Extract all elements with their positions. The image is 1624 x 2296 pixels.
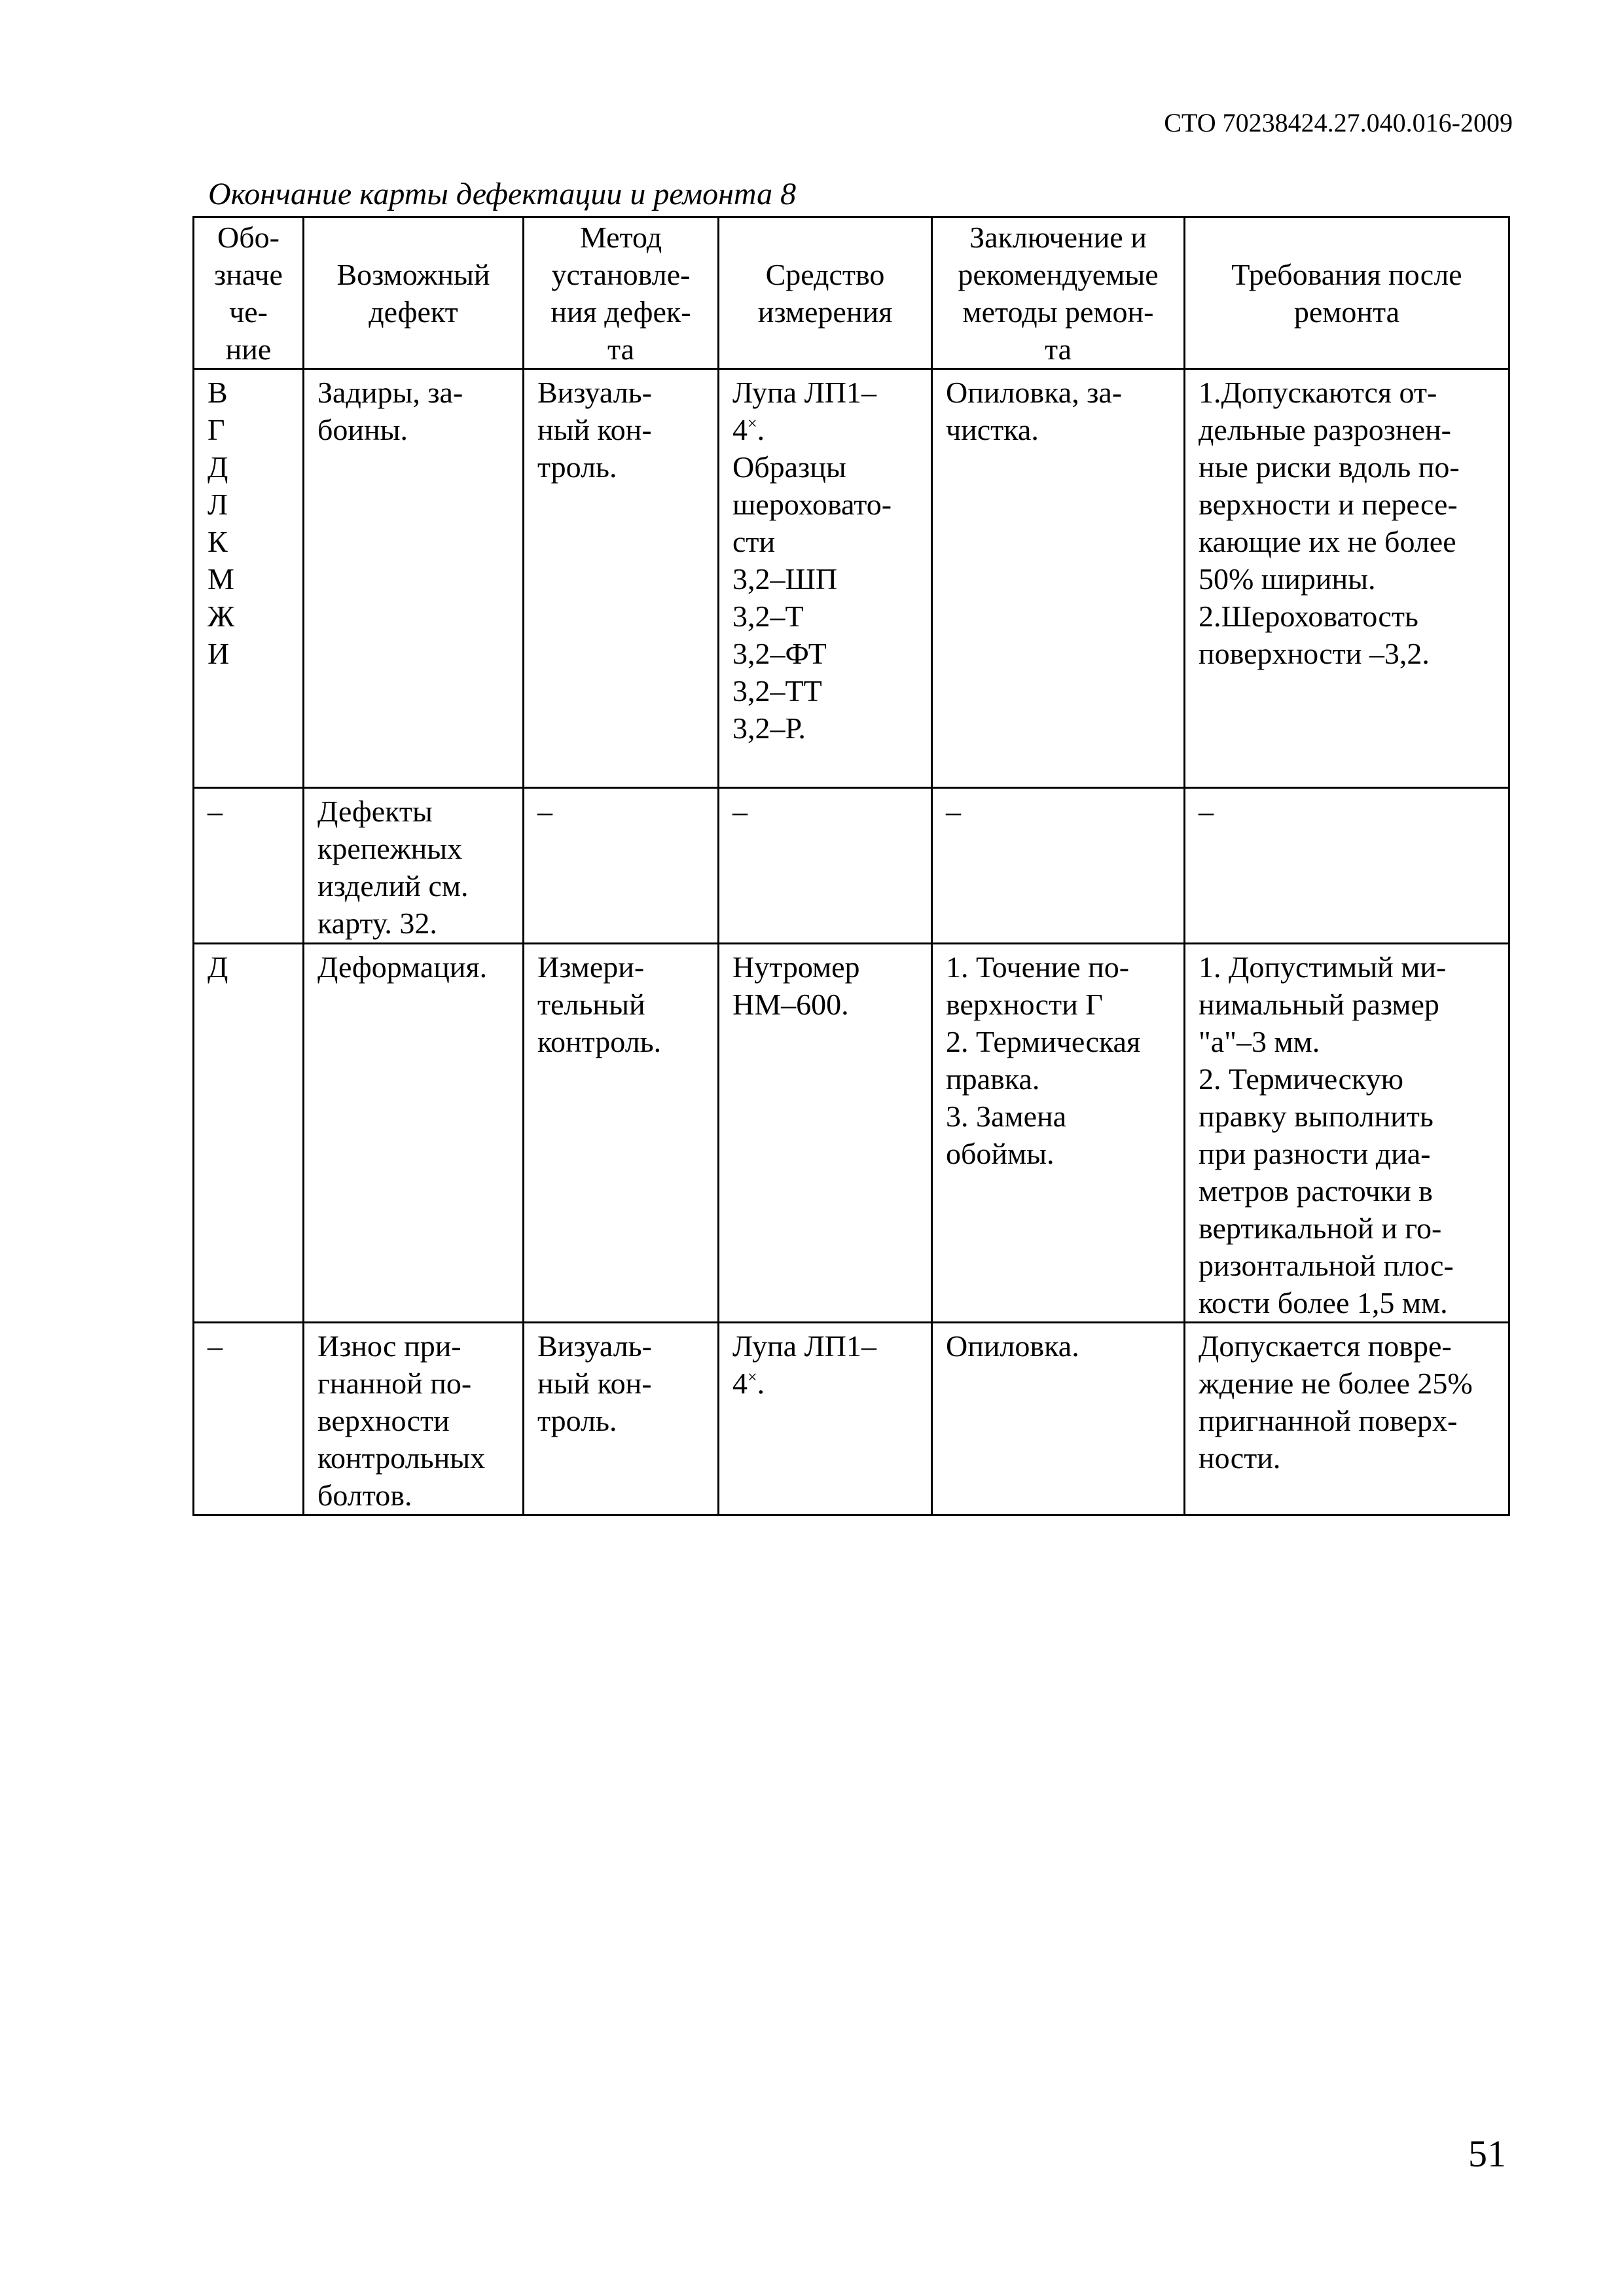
magnification-sup: × (748, 414, 757, 433)
cell-repair: – (932, 788, 1185, 944)
cell-defect: Задиры, за- боины. (304, 369, 524, 788)
magnification-sup: × (748, 1367, 757, 1387)
table-caption: Окончание карты дефектации и ремонта 8 (208, 177, 797, 211)
page-number: 51 (1468, 2132, 1506, 2175)
tool-text-cont: . Образцы шероховато- сти 3,2–ШП 3,2–Т 3,2–ФТ 3,2–ТТ 3,2–Р. (732, 413, 892, 745)
cell-tool (719, 788, 932, 944)
column-header-method: Метод установле- ния дефек- та (524, 217, 719, 369)
column-header-tool: Средство измерения (719, 217, 932, 369)
cell-requirements: – (1185, 788, 1509, 944)
cell-method: – (524, 788, 719, 944)
table-row (194, 1323, 1509, 1515)
cell-designation: – (194, 1323, 304, 1515)
tool-text: – (732, 795, 748, 828)
tool-text: Нутромер НМ–600. (732, 950, 860, 1021)
column-header-designation: Обо- значе че- ние (194, 217, 304, 369)
cell-tool (719, 944, 932, 1323)
cell-requirements: Допускается повре- ждение не более 25% пригнанной поверх- ности. (1185, 1323, 1509, 1515)
column-header-defect: Возможный дефект (304, 217, 524, 369)
table-row (194, 369, 1509, 788)
defect-repair-table (192, 216, 1510, 1516)
cell-tool (719, 1323, 932, 1515)
cell-designation: В Г Д Л К М Ж И (194, 369, 304, 788)
tool-text-cont: . (757, 1367, 765, 1400)
column-header-requirements: Требования после ремонта (1185, 217, 1509, 369)
cell-repair: Опиловка. (932, 1323, 1185, 1515)
table-header-row (194, 217, 1509, 369)
cell-designation: – (194, 788, 304, 944)
cell-requirements: 1.Допускаются от- дельные разрознен- ные риски вдоль по- верхности и пересе- кающие их не более 50% ширины. 2.Шероховатость поверхности –3,2. (1185, 369, 1509, 788)
table-row (194, 788, 1509, 944)
cell-defect: Износ при- гнанной по- верхности контрольных болтов. (304, 1323, 524, 1515)
cell-repair: Опиловка, за- чистка. (932, 369, 1185, 788)
cell-method: Измери- тельный контроль. (524, 944, 719, 1323)
cell-method: Визуаль- ный кон- троль. (524, 369, 719, 788)
cell-designation: Д (194, 944, 304, 1323)
column-header-repair: Заключение и рекомендуемые методы ремон- та (932, 217, 1185, 369)
cell-tool (719, 369, 932, 788)
tool-text: Лупа ЛП1– 4 (732, 1329, 877, 1400)
cell-repair: 1. Точение по- верхности Г 2. Термическая правка. 3. Замена обоймы. (932, 944, 1185, 1323)
cell-defect: Деформация. (304, 944, 524, 1323)
cell-method: Визуаль- ный кон- троль. (524, 1323, 719, 1515)
cell-defect: Дефекты крепежных изделий см. карту. 32. (304, 788, 524, 944)
table-row (194, 944, 1509, 1323)
document-code: СТО 70238424.27.040.016-2009 (1164, 108, 1513, 137)
tool-text: Лупа ЛП1– 4 (732, 376, 877, 446)
cell-requirements: 1. Допустимый ми- нимальный размер "а"–3 мм. 2. Термическую правку выполнить при разности диа- метров расточки в вертикальной и го- ризонтальной плос- кости более 1,5 мм. (1185, 944, 1509, 1323)
